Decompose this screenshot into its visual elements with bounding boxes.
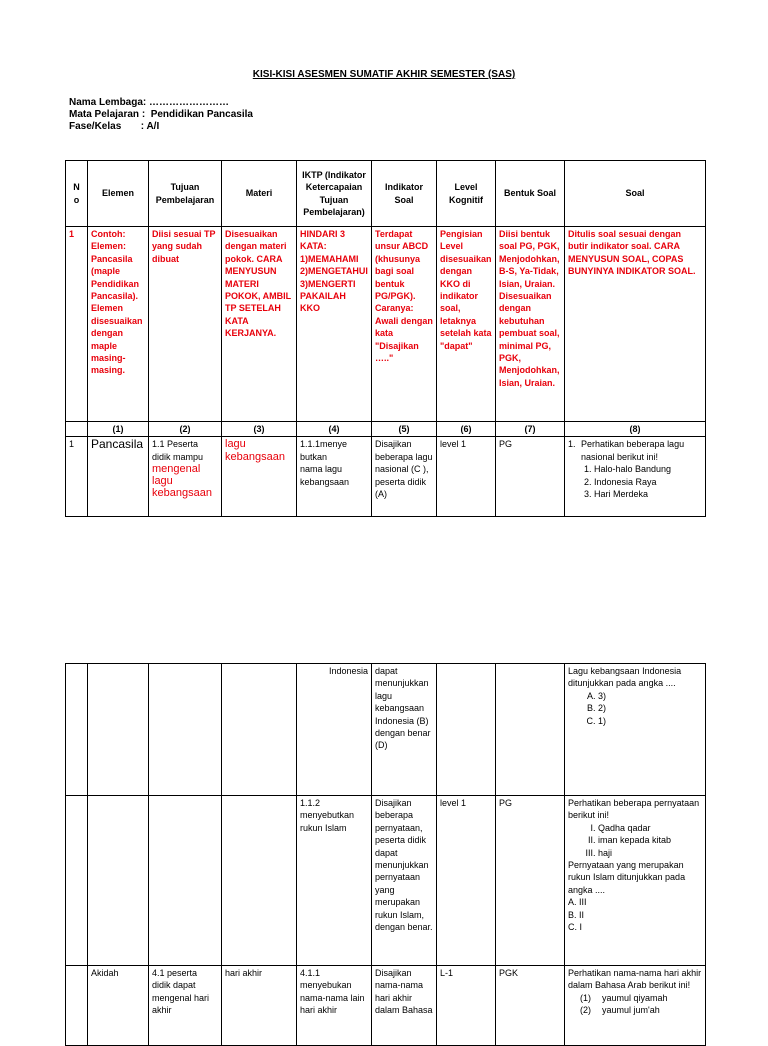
table-row	[66, 437, 706, 517]
table-header-row	[66, 161, 706, 227]
header-iktp: IKTP (Indikator Ketercapaian Tujuan Pembelajaran)	[297, 161, 372, 227]
kisi-kisi-table-page-2	[65, 663, 706, 1046]
column-number: (2)	[149, 422, 222, 437]
example-elemen: Contoh: Elemen: Pancasila (maple Pendidikan Pancasila). Elemen disesuaikan dengan maple masing-masing.	[88, 227, 149, 422]
kisi-kisi-table-page-1	[65, 160, 706, 517]
row3-tujuan: 4.1 peserta didik dapat mengenal hari akhir	[149, 966, 222, 1046]
cell-blank	[149, 796, 222, 966]
row3-bentuk: PGK	[496, 966, 565, 1046]
list-item	[568, 992, 702, 1004]
option-item: A. 3)	[598, 690, 702, 702]
list-item: 2. Indonesia Raya	[594, 476, 702, 488]
option-item: A. III	[568, 897, 587, 908]
header-level: Level Kognitif	[437, 161, 496, 227]
row1-tujuan-highlight: mengenal lagu kebangsaan	[152, 463, 212, 500]
row1-no: 1	[66, 437, 88, 517]
row3-soal	[565, 966, 706, 1046]
column-number: (6)	[437, 422, 496, 437]
row2-soal-intro: Perhatikan beberapa pernyataan berikut ini!	[568, 798, 700, 821]
row1-indikator: Disajikan beberapa lagu nasional (C ), peserta didik (A)	[372, 437, 437, 517]
cell-blank	[88, 664, 149, 796]
column-number: (4)	[297, 422, 372, 437]
column-number: (7)	[496, 422, 565, 437]
example-row	[66, 227, 706, 422]
row1-cont-question: Lagu kebangsaan Indonesia ditunjukkan pada angka ....	[568, 666, 682, 689]
row3-materi: hari akhir	[222, 966, 297, 1046]
row3-level: L-1	[437, 966, 496, 1046]
column-number: (5)	[372, 422, 437, 437]
statement-item: III. haji	[598, 847, 702, 859]
example-tujuan: Diisi sesuai TP yang sudah dibuat	[149, 227, 222, 422]
row3-elemen: Akidah	[88, 966, 149, 1046]
row2-level: level 1	[437, 796, 496, 966]
cell-blank	[66, 966, 88, 1046]
list-item-text: yaumul jum'ah	[602, 1005, 660, 1016]
header-indikator: Indikator Soal	[372, 161, 437, 227]
list-marker: (2)	[580, 1005, 591, 1016]
row2-soal-question: Pernyataan yang merupakan rukun Islam ditunjukkan pada angka ....	[568, 860, 686, 895]
document-title: KISI-KISI ASESMEN SUMATIF AKHIR SEMESTER (SAS)	[252, 69, 516, 80]
header-bentuk: Bentuk Soal	[496, 161, 565, 227]
statement-item: I. Qadha qadar	[598, 822, 702, 834]
row1-cont-soal	[565, 664, 706, 796]
row2-bentuk: PG	[496, 796, 565, 966]
row3-indikator: Disajikan nama-nama hari akhir dalam Bahasa	[372, 966, 437, 1046]
row1-soal-list	[568, 463, 702, 500]
row1-iktp: 1.1.1menyebutkan nama lagu kebangsaan	[297, 437, 372, 517]
option-item: C. I	[568, 922, 583, 933]
header-tujuan: Tujuan Pembelajaran	[149, 161, 222, 227]
cell-blank	[496, 664, 565, 796]
example-indikator: Terdapat unsur ABCD (khusunya bagi soal bentuk PG/PGK). Caranya: Awali dengan kata "Disajikan ….."	[372, 227, 437, 422]
list-item-text: yaumul qiyamah	[602, 992, 668, 1003]
row1-cont-options	[568, 690, 702, 727]
row1-elemen: Pancasila	[88, 437, 149, 517]
table-row	[66, 796, 706, 966]
example-iktp: HINDARI 3 KATA: 1)MEMAHAMI 2)MENGETAHUI 3)MENGERTI PAKAILAH KKO	[297, 227, 372, 422]
row1-soal-intro: Perhatikan beberapa lagu nasional berikut ini!	[581, 439, 685, 462]
row2-statements	[568, 822, 702, 859]
cell-blank	[66, 664, 88, 796]
header-no: N o	[66, 161, 88, 227]
example-materi: Disesuaikan dengan materi pokok. CARA MENYUSUN MATERI POKOK, AMBIL TP SETELAH KATA KERJANYA.	[222, 227, 297, 422]
header-elemen: Elemen	[88, 161, 149, 227]
example-no: 1	[66, 227, 88, 422]
meta-nama-lembaga: Nama Lembaga: ……………………	[69, 97, 230, 108]
table-row	[66, 966, 706, 1046]
cell-blank	[437, 664, 496, 796]
row1-tujuan	[149, 437, 222, 517]
cell-blank	[222, 664, 297, 796]
column-number-row	[66, 422, 706, 437]
row3-soal-intro: Perhatikan nama-nama hari akhir dalam Bahasa Arab berikut ini!	[568, 968, 702, 991]
example-soal: Ditulis soal sesuai dengan butir indikator soal. CARA MENYUSUN SOAL, COPAS BUNYINYA INDIKATOR SOAL.	[565, 227, 706, 422]
statement-item: II. iman kepada kitab	[598, 834, 702, 846]
header-materi: Materi	[222, 161, 297, 227]
row1-level: level 1	[437, 437, 496, 517]
meta-fase-kelas: Fase/Kelas : A/I	[69, 121, 160, 132]
row3-iktp: 4.1.1 menyebukan nama-nama lain hari akhir	[297, 966, 372, 1046]
list-item: 1. Halo-halo Bandung	[594, 463, 702, 475]
row2-iktp: 1.1.2 menyebutkan rukun Islam	[297, 796, 372, 966]
list-marker: (1)	[580, 992, 591, 1003]
column-number-blank	[66, 422, 88, 437]
row2-indikator: Disajikan beberapa pernyataan, peserta didik dapat menunjukkan pernyataan yang merupakan rukun Islam, dengan benar.	[372, 796, 437, 966]
row1-tujuan-prefix: 1.1 Peserta didik mampu	[152, 439, 204, 462]
table-row	[66, 664, 706, 796]
row1-bentuk: PG	[496, 437, 565, 517]
list-item: 3. Hari Merdeka	[594, 488, 702, 500]
row1-soal	[565, 437, 706, 517]
row1-materi: lagu kebangsaan	[222, 437, 297, 517]
column-number: (8)	[565, 422, 706, 437]
row1-soal-number: 1.	[568, 439, 576, 450]
row1-cont-indikator: dapat menunjukkan lagu kebangsaan Indonesia (B) dengan benar (D)	[372, 664, 437, 796]
option-item: B. 2)	[598, 702, 702, 714]
list-item	[568, 1004, 702, 1016]
example-bentuk: Diisi bentuk soal PG, PGK, Menjodohkan, B-S, Ya-Tidak, Isian, Uraian. Disesuaikan dengan kebutuhan pembuat soal, minimal PG, PGK, Menjodohkan, Isian, Uraian.	[496, 227, 565, 422]
cell-blank	[66, 796, 88, 966]
cell-blank	[88, 796, 149, 966]
cell-blank	[222, 796, 297, 966]
row1-cont-iktp: Indonesia	[297, 664, 372, 796]
header-soal: Soal	[565, 161, 706, 227]
option-item: B. II	[568, 909, 585, 920]
column-number: (3)	[222, 422, 297, 437]
cell-blank	[149, 664, 222, 796]
option-item: C. 1)	[598, 715, 702, 727]
row1-soal-question	[568, 438, 702, 463]
meta-mata-pelajaran: Mata Pelajaran : Pendidikan Pancasila	[69, 109, 253, 120]
example-level: Pengisian Level disesuaikan dengan KKO di indikator soal, letaknya setelah kata "dapat"	[437, 227, 496, 422]
column-number: (1)	[88, 422, 149, 437]
row2-soal	[565, 796, 706, 966]
